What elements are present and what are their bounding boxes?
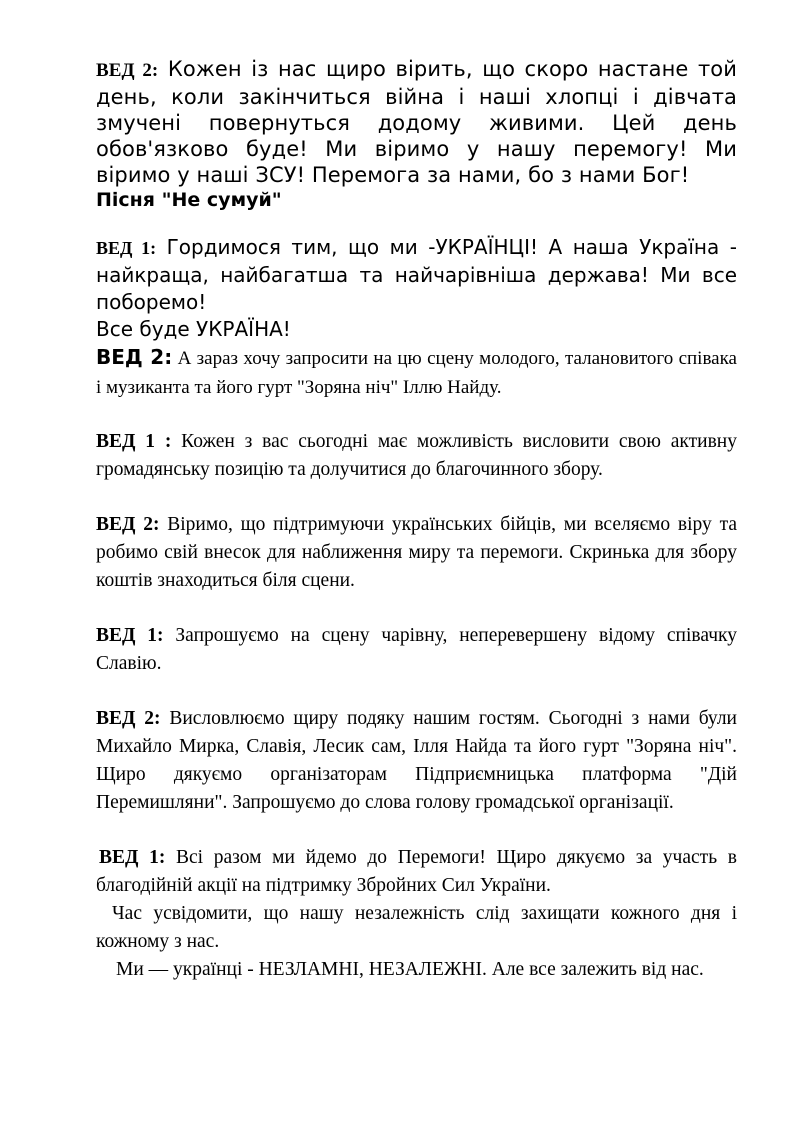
paragraph-text: Висловлюємо щиру подяку нашим гостям. Сьогодні з нами були Михайло Мирка, Славія, Лесик сам, Ілля Найда та його гурт "Зоряна ніч". Щиро дякуємо організаторам Підприємницька платформа "Дій Перемишляни". Запрошуємо до слова голову громадської організації. [96, 708, 737, 813]
paragraph-text: Кожен із нас щиро вірить, що скоро настане той день, коли закінчиться війна і наші хлопці і дівчата змучені повернуться додому живими. Цей день обов'язково буде! Ми віримо у нашу перемогу! Ми віримо у наші ЗСУ! Перемога за нами, бо з нами Бог! [96, 57, 737, 187]
speaker-label: ВЕД 1 : [96, 431, 172, 452]
speaker-label: ВЕД 1: [99, 847, 166, 868]
document-page [96, 56, 737, 984]
paragraph-host1-pride [96, 234, 737, 316]
paragraph-host2-thanks [96, 705, 737, 817]
paragraph-text: Гордимося тим, що ми -УКРАЇНЦІ! А наша Україна - найкраща, найбагатша та найчарівніша держава! Ми все поборемо! [96, 235, 737, 314]
paragraph-text: Всі разом ми йдемо до Перемоги! Щиро дякуємо за участь в благодійній акції на підтримку Збройних Сил України. [96, 847, 737, 896]
song-title: Пісня "Не сумуй" [96, 189, 282, 211]
paragraph-text: А зараз хочу запросити на цю сцену молодого, талановитого співака і музиканта та його гурт "Зоряна ніч" Іллю Найду. [96, 348, 737, 398]
speaker-label: ВЕД 2: [96, 345, 173, 369]
paragraph-host2-support [96, 511, 737, 595]
speaker-label: ВЕД 2: [96, 708, 161, 729]
paragraph-text: Кожен з вас сьогодні має можливість висловити свою активну громадянську позицію та долучитися до благочинного збору. [96, 431, 737, 480]
paragraph-unbreakable: Ми — українці - НЕЗЛАМНІ, НЕЗАЛЕЖНІ. Але все залежить від нас. [116, 959, 704, 980]
paragraph-host2-invite [96, 343, 737, 402]
paragraph-host1-victory [96, 844, 737, 900]
paragraph-host1-slavia [96, 622, 737, 678]
speaker-label: ВЕД 1: [96, 238, 157, 258]
paragraph-host1-donation [96, 428, 737, 484]
paragraph-text: Віримо, що підтримуючи українських бійців, ми вселяємо віру та робимо свій внесок для наближення миру та перемоги. Скринька для збору коштів знаходиться біля сцени. [96, 514, 737, 591]
paragraph-text: Запрошуємо на сцену чарівну, неперевершену відому співачку Славію. [96, 625, 737, 674]
speaker-label: ВЕД 1: [96, 625, 164, 646]
speaker-label: ВЕД 2: [96, 60, 159, 81]
paragraph-host2-intro [96, 56, 737, 188]
paragraph-independence: Час усвідомити, що нашу незалежність слід захищати кожного дня і кожному з нас. [96, 903, 737, 952]
slogan-line: Все буде УКРАЇНА! [96, 317, 291, 341]
speaker-label: ВЕД 2: [96, 514, 160, 535]
